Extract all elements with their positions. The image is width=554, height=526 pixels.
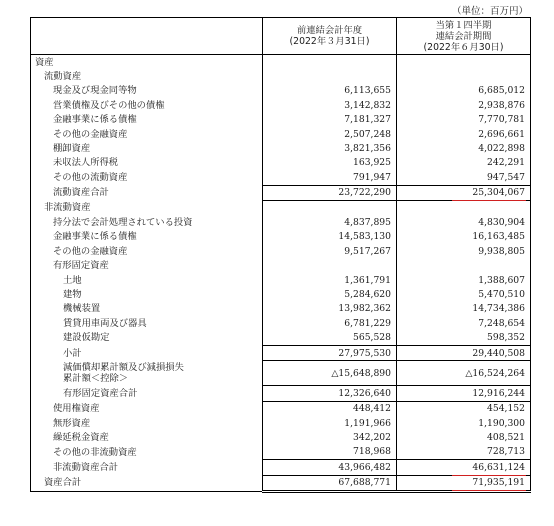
table-row (31, 55, 531, 70)
row-label: 資産 (31, 55, 263, 70)
unit-note: （単位：百万円） (451, 6, 528, 17)
prev-period-value: △15,648,890 (263, 361, 397, 386)
curr-period-value: 14,734,386 (397, 302, 531, 316)
table-row (31, 84, 531, 98)
header-curr-line3: (2022年６月30日) (423, 41, 504, 53)
row-label-line1: 減価償却累計額及び減損損失 (63, 362, 184, 374)
curr-period-value: 1,190,300 (397, 416, 531, 430)
table-row (31, 445, 531, 460)
row-label: 資産合計 (31, 475, 263, 491)
header-blank-cell (31, 18, 263, 55)
row-label: その他の非流動資産 (31, 445, 263, 460)
curr-period-value: △16,524,264 (397, 361, 531, 386)
prev-period-value: 43,966,482 (263, 460, 397, 475)
row-label-line2: 累計額＜控除＞ (63, 373, 129, 385)
row-label: 小計 (31, 345, 263, 360)
header-row (31, 18, 531, 55)
curr-period-value: 4,830,904 (397, 215, 531, 229)
table-row (31, 460, 531, 475)
row-label: 建物 (31, 287, 263, 301)
prev-period-value: 2,507,248 (263, 127, 397, 141)
table-row (31, 141, 531, 155)
curr-period-value: 6,685,012 (397, 84, 531, 98)
row-label: 非流動資産合計 (31, 460, 263, 475)
curr-period-value: 25,304,067 (397, 185, 531, 200)
prev-period-value: 565,528 (263, 330, 397, 345)
table-row (31, 430, 531, 444)
table-row (31, 475, 531, 491)
prev-period-value: 791,947 (263, 170, 397, 185)
table-row (31, 386, 531, 401)
table-row (31, 156, 531, 170)
prev-period-value: 14,583,130 (263, 230, 397, 244)
curr-period-value: 5,470,510 (397, 287, 531, 301)
header-prev-period (263, 18, 397, 55)
row-label: 非流動資産 (31, 200, 263, 215)
prev-period-value: 23,722,290 (263, 185, 397, 200)
header-curr-line1: 当第１四半期 (435, 19, 492, 31)
table-row (31, 98, 531, 112)
table-row (31, 302, 531, 316)
curr-period-value: 71,935,191 (397, 475, 531, 491)
row-label: 現金及び現金同等物 (31, 84, 263, 98)
prev-period-value: 3,821,356 (263, 141, 397, 155)
prev-period-value: 67,688,771 (263, 475, 397, 491)
table-row (31, 127, 531, 141)
prev-period-value: 6,781,229 (263, 316, 397, 330)
curr-period-value: 728,713 (397, 445, 531, 460)
prev-period-value: 3,142,832 (263, 98, 397, 112)
curr-period-value: 9,938,805 (397, 244, 531, 258)
table-row (31, 416, 531, 430)
prev-period-value: 448,412 (263, 401, 397, 416)
row-label: 無形資産 (31, 416, 263, 430)
prev-period-value (263, 69, 397, 83)
table-row (31, 230, 531, 244)
table-row (31, 215, 531, 229)
curr-period-value: 29,440,508 (397, 345, 531, 360)
prev-period-value: 1,361,791 (263, 273, 397, 287)
prev-period-value (263, 55, 397, 70)
table-row (31, 69, 531, 83)
row-label: 有形固定資産合計 (31, 386, 263, 401)
curr-period-value: 2,938,876 (397, 98, 531, 112)
table-row (31, 401, 531, 416)
row-label: 流動資産合計 (31, 185, 263, 200)
table-row (31, 330, 531, 345)
prev-period-value: 1,191,966 (263, 416, 397, 430)
table-row (31, 345, 531, 360)
prev-period-value: 13,982,362 (263, 302, 397, 316)
curr-period-value: 7,770,781 (397, 113, 531, 127)
table-row (31, 113, 531, 127)
curr-period-value: 598,352 (397, 330, 531, 345)
row-label: 建設仮勘定 (31, 330, 263, 345)
table-row (31, 244, 531, 258)
header-prev-line1: 前連結会計年度 (296, 25, 363, 36)
prev-period-value (263, 258, 397, 272)
balance-sheet-table (30, 17, 531, 493)
row-label: その他の流動資産 (31, 170, 263, 185)
curr-period-value (397, 55, 531, 70)
header-curr-period (397, 18, 531, 55)
table-row (31, 361, 531, 386)
prev-period-value: 7,181,327 (263, 113, 397, 127)
prev-period-value: 342,202 (263, 430, 397, 444)
prev-period-value: 27,975,530 (263, 345, 397, 360)
curr-period-value: 46,631,124 (397, 460, 531, 475)
row-label: その他の金融資産 (31, 127, 263, 141)
row-label: 流動資産 (31, 69, 263, 83)
curr-period-value: 408,521 (397, 430, 531, 444)
prev-period-value: 163,925 (263, 156, 397, 170)
curr-period-value: 242,291 (397, 156, 531, 170)
curr-period-value: 4,022,898 (397, 141, 531, 155)
row-label: 機械装置 (31, 302, 263, 316)
row-label: 繰延税金資産 (31, 430, 263, 444)
table-row (31, 258, 531, 272)
header-prev-line2: (2022年３月31日) (289, 36, 370, 47)
row-label (31, 361, 263, 386)
table-row (31, 316, 531, 330)
curr-period-value: 454,152 (397, 401, 531, 416)
prev-period-value: 718,968 (263, 445, 397, 460)
curr-period-value: 16,163,485 (397, 230, 531, 244)
row-label: 有形固定資産 (31, 258, 263, 272)
row-label: 棚卸資産 (31, 141, 263, 155)
row-label: 土地 (31, 273, 263, 287)
row-label: 持分法で会計処理されている投資 (31, 215, 263, 229)
table-row (31, 170, 531, 185)
curr-period-value: 1,388,607 (397, 273, 531, 287)
header-curr-line2: 連結会計期間 (435, 30, 492, 42)
prev-period-value (263, 200, 397, 215)
prev-period-value: 12,326,640 (263, 386, 397, 401)
table-row (31, 185, 531, 200)
table-row (31, 273, 531, 287)
row-label: 営業債権及びその他の債権 (31, 98, 263, 112)
row-label: 金融事業に係る債権 (31, 230, 263, 244)
table-row (31, 200, 531, 215)
table-row (31, 287, 531, 301)
curr-period-value: 2,696,661 (397, 127, 531, 141)
row-label: その他の金融資産 (31, 244, 263, 258)
curr-period-value: 947,547 (397, 170, 531, 185)
table-body (31, 55, 531, 492)
curr-period-value (397, 200, 531, 215)
prev-period-value: 6,113,655 (263, 84, 397, 98)
curr-period-value (397, 69, 531, 83)
curr-period-value (397, 258, 531, 272)
row-label: 金融事業に係る債権 (31, 113, 263, 127)
row-label: 未収法人所得税 (31, 156, 263, 170)
prev-period-value: 5,284,620 (263, 287, 397, 301)
prev-period-value: 4,837,895 (263, 215, 397, 229)
row-label: 賃貸用車両及び器具 (31, 316, 263, 330)
row-label: 使用権資産 (31, 401, 263, 416)
curr-period-value: 12,916,244 (397, 386, 531, 401)
prev-period-value: 9,517,267 (263, 244, 397, 258)
curr-period-value: 7,248,654 (397, 316, 531, 330)
